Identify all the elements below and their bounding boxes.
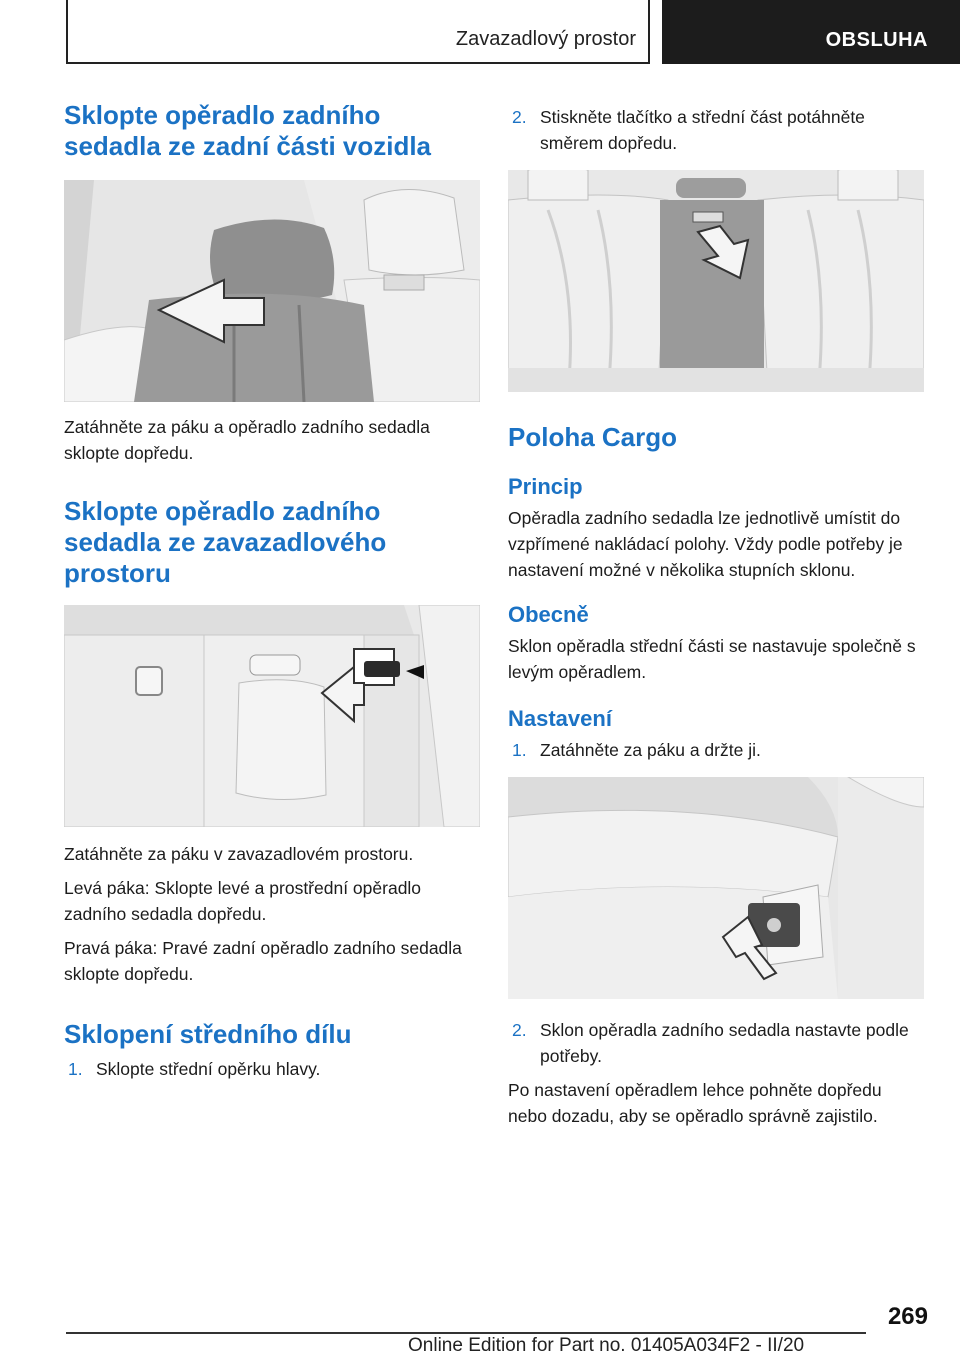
step-text: Sklon opěradla zadního sedadla nastavte podle potřeby. <box>540 1020 909 1066</box>
step-number: 2. <box>512 107 527 127</box>
step-text: Sklopte střední opěrku hlavy. <box>96 1059 321 1079</box>
step-number: 1. <box>68 1059 83 1079</box>
text-general: Sklon opěradla střední části se nastavuje společně s levým opěradlem. <box>508 636 916 682</box>
subheading-general: Obecně <box>508 602 589 627</box>
section-title: Zavazadlový prostor <box>455 28 636 50</box>
step-2-press-button <box>508 104 924 156</box>
text-left-lever: Levá páka: Sklopte levé a prostřední opěradlo zadního sedadla dopředu. <box>64 878 422 924</box>
edition-text: Online Edition for Part no. 01405A034F2 - II/20 <box>408 1335 805 1356</box>
heading-cargo-position: Poloha Cargo <box>508 422 678 452</box>
heading-fold-from-trunk: Sklopte opěradlo zadního sedadla ze zavazadlového prostoru <box>64 496 387 588</box>
step-text: Zatáhněte za páku a držte ji. <box>540 740 761 760</box>
right-column <box>508 104 924 1129</box>
page-number: 269 <box>887 1303 928 1330</box>
text-final-note: Po nastavení opěradlem lehce pohněte dopředu nebo dozadu, aby se opěradlo správně zajistilo. <box>508 1080 882 1126</box>
heading-fold-from-rear: Sklopte opěradlo zadního sedadla ze zadní části vozidla <box>64 100 432 161</box>
heading-center-section: Sklopení středního dílu <box>64 1019 352 1049</box>
section-tab <box>66 0 650 64</box>
figure-rear-seat-lever <box>64 180 480 402</box>
text-pull-trunk-lever: Zatáhněte za páku v zavazadlovém prostoru. <box>64 844 414 864</box>
step-number: 1. <box>512 740 527 760</box>
step-text: Stiskněte tlačítko a střední část potáhněte směrem dopředu. <box>540 107 865 153</box>
chapter-title: OBSLUHA <box>825 29 928 51</box>
left-column <box>64 100 480 1082</box>
setting-step-2 <box>508 1017 924 1069</box>
step-1-fold-headrest <box>64 1056 480 1082</box>
text-principle: Opěradla zadního sedadla lze jednotlivě umístit do vzpřímené nakládací polohy. Vždy podle potřeby je nastavení možné v několika stupních sklonu. <box>508 508 903 580</box>
figure-pull-lever-hold <box>508 777 924 999</box>
subheading-setting: Nastavení <box>508 706 612 731</box>
figure-trunk-lever <box>64 605 480 827</box>
text-right-lever: Pravá páka: Pravé zadní opěradlo zadního sedadla sklopte dopředu. <box>64 938 462 984</box>
text-pull-lever: Zatáhněte za páku a opěradlo zadního sedadla sklopte dopředu. <box>64 417 430 463</box>
step-number: 2. <box>512 1020 527 1040</box>
chapter-tab <box>662 0 960 64</box>
setting-step-1 <box>508 737 924 763</box>
page-header <box>66 0 960 64</box>
subheading-principle: Princip <box>508 474 583 499</box>
figure-center-section-pull <box>508 170 924 392</box>
footer-divider <box>66 1332 866 1334</box>
